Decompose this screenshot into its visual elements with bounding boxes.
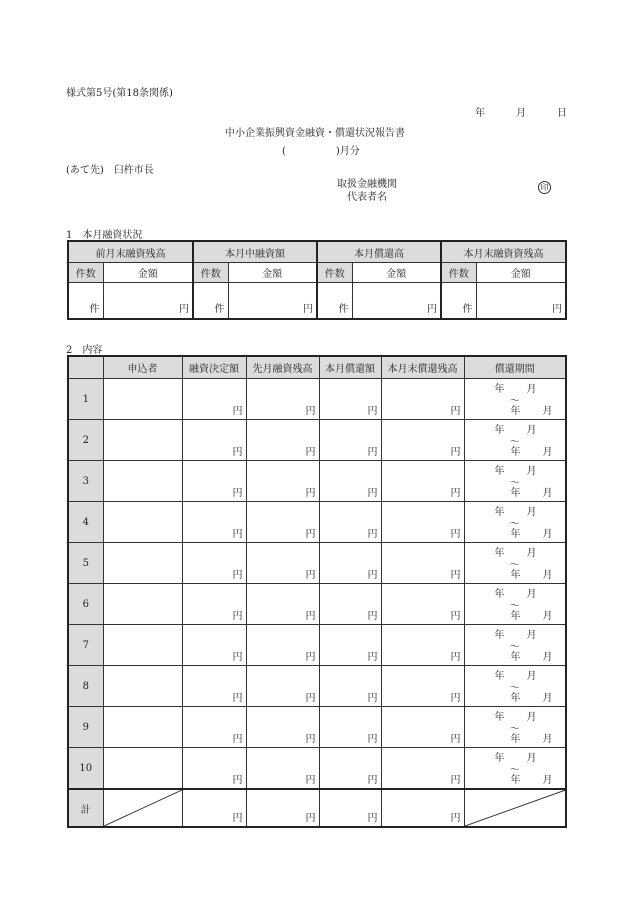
- yen-cell[interactable]: 円: [246, 707, 319, 748]
- yen-cell[interactable]: 円: [182, 666, 246, 707]
- period-start-year: 年: [494, 712, 505, 723]
- applicant-cell[interactable]: [103, 625, 182, 666]
- total-yen-cell[interactable]: 円: [182, 789, 246, 827]
- yen-cell[interactable]: 円: [246, 420, 319, 461]
- period-end-month: 月: [542, 529, 553, 540]
- report-month: ( )月分: [282, 146, 360, 157]
- amount-header: 金額: [228, 263, 317, 283]
- period-end-month: 月: [542, 611, 553, 622]
- count-header: 件数: [68, 263, 103, 283]
- period-cell[interactable]: [464, 502, 566, 543]
- yen-cell[interactable]: 円: [319, 420, 381, 461]
- table-row: [68, 625, 566, 666]
- applicant-cell[interactable]: [103, 420, 182, 461]
- yen-cell[interactable]: 円: [246, 379, 319, 420]
- amount-cell[interactable]: 円: [228, 283, 317, 320]
- amount-header: 金額: [476, 263, 566, 283]
- yen-cell[interactable]: 円: [381, 666, 464, 707]
- table-row: [68, 461, 566, 502]
- period-tilde: ～: [509, 396, 520, 407]
- yen-cell[interactable]: 円: [381, 707, 464, 748]
- yen-cell[interactable]: 円: [246, 748, 319, 790]
- section1-heading: 1 本月融資状況: [66, 230, 143, 241]
- yen-cell[interactable]: 円: [319, 502, 381, 543]
- row-number: 2: [68, 420, 103, 461]
- table-row: [68, 379, 566, 420]
- period-start-year: 年: [494, 548, 505, 559]
- yen-cell[interactable]: 円: [246, 461, 319, 502]
- table-row: [68, 707, 566, 748]
- yen-cell[interactable]: 円: [381, 502, 464, 543]
- total-period-crossed: [464, 789, 566, 827]
- yen-cell[interactable]: 円: [381, 543, 464, 584]
- group-header: 前月末融資残高: [68, 241, 193, 263]
- period-tilde: ～: [509, 519, 520, 530]
- period-tilde: ～: [509, 683, 520, 694]
- period-start-year: 年: [494, 630, 505, 641]
- period-tilde: ～: [509, 765, 520, 776]
- period-start-year: 年: [494, 589, 505, 600]
- row-number: 9: [68, 707, 103, 748]
- period-end-year: 年: [510, 570, 521, 581]
- period-tilde: ～: [509, 642, 520, 653]
- yen-cell[interactable]: 円: [319, 625, 381, 666]
- table-row: [68, 420, 566, 461]
- seal-mark: 印: [538, 181, 551, 194]
- total-yen-cell[interactable]: 円: [381, 789, 464, 827]
- amount-cell[interactable]: 円: [352, 283, 441, 320]
- period-start-year: 年: [494, 384, 505, 395]
- applicant-cell[interactable]: [103, 461, 182, 502]
- yen-cell[interactable]: 円: [381, 584, 464, 625]
- period-end-month: 月: [542, 447, 553, 458]
- period-cell[interactable]: [464, 707, 566, 748]
- period-end-year: 年: [510, 529, 521, 540]
- period-start-month: 月: [526, 548, 537, 559]
- date-month-label: 月: [516, 108, 526, 119]
- period-end-year: 年: [510, 775, 521, 786]
- period-end-month: 月: [542, 693, 553, 704]
- period-start-year: 年: [494, 671, 505, 682]
- period-end-month: 月: [542, 734, 553, 745]
- yen-cell[interactable]: 円: [246, 543, 319, 584]
- loan-detail-table: [67, 355, 567, 828]
- period-end-year: 年: [510, 611, 521, 622]
- applicant-cell[interactable]: [103, 543, 182, 584]
- yen-cell[interactable]: 円: [182, 584, 246, 625]
- date-year-label: 年: [475, 108, 485, 119]
- yen-cell[interactable]: 円: [182, 543, 246, 584]
- period-end-year: 年: [510, 652, 521, 663]
- yen-cell[interactable]: 円: [182, 420, 246, 461]
- document-title: 中小企業振興資金融資・償還状況報告書: [225, 128, 405, 139]
- period-start-month: 月: [526, 425, 537, 436]
- count-cell[interactable]: 件: [441, 283, 476, 320]
- total-row: [68, 789, 566, 827]
- group-header: 本月中融資額: [193, 241, 317, 263]
- count-header: 件数: [317, 263, 352, 283]
- count-header: 件数: [441, 263, 476, 283]
- institution-label: 取扱金融機関: [337, 179, 397, 190]
- period-start-year: 年: [494, 753, 505, 764]
- table-row: [68, 502, 566, 543]
- column-header-end-balance: 本月末償還残高: [381, 356, 464, 379]
- period-end-month: 月: [542, 488, 553, 499]
- addressee: (あて先) 臼杵市長: [66, 165, 154, 176]
- yen-cell[interactable]: 円: [381, 748, 464, 790]
- period-start-year: 年: [494, 507, 505, 518]
- period-end-month: 月: [542, 570, 553, 581]
- yen-cell[interactable]: 円: [246, 625, 319, 666]
- period-end-year: 年: [510, 406, 521, 417]
- period-tilde: ～: [509, 437, 520, 448]
- total-yen-cell[interactable]: 円: [246, 789, 319, 827]
- period-cell[interactable]: [464, 584, 566, 625]
- period-start-year: 年: [494, 466, 505, 477]
- date-line: [475, 104, 567, 119]
- section2-heading: 2 内容: [66, 345, 103, 356]
- yen-cell[interactable]: 円: [246, 502, 319, 543]
- amount-header: 金額: [352, 263, 441, 283]
- yen-cell[interactable]: 円: [319, 666, 381, 707]
- count-cell[interactable]: 件: [68, 283, 103, 320]
- row-number: 7: [68, 625, 103, 666]
- row-number: 3: [68, 461, 103, 502]
- period-tilde: ～: [509, 724, 520, 735]
- period-end-year: 年: [510, 447, 521, 458]
- count-header: 件数: [193, 263, 228, 283]
- period-start-month: 月: [526, 712, 537, 723]
- period-tilde: ～: [509, 601, 520, 612]
- applicant-cell[interactable]: [103, 584, 182, 625]
- form-number: 様式第5号(第18条関係): [66, 88, 173, 99]
- yen-cell[interactable]: 円: [381, 461, 464, 502]
- period-start-month: 月: [526, 589, 537, 600]
- applicant-cell[interactable]: [103, 707, 182, 748]
- table-row: [68, 666, 566, 707]
- period-cell[interactable]: [464, 461, 566, 502]
- period-start-month: 月: [526, 753, 537, 764]
- period-end-year: 年: [510, 734, 521, 745]
- period-cell[interactable]: [464, 420, 566, 461]
- yen-cell[interactable]: 円: [182, 502, 246, 543]
- yen-cell[interactable]: 円: [182, 379, 246, 420]
- period-start-year: 年: [494, 425, 505, 436]
- yen-cell[interactable]: 円: [246, 666, 319, 707]
- period-end-month: 月: [542, 775, 553, 786]
- date-day-label: 日: [557, 108, 567, 119]
- period-cell[interactable]: [464, 543, 566, 584]
- total-yen-cell[interactable]: 円: [319, 789, 381, 827]
- yen-cell[interactable]: 円: [319, 461, 381, 502]
- period-start-month: 月: [526, 507, 537, 518]
- yen-cell[interactable]: 円: [319, 748, 381, 790]
- total-applicant-crossed: [103, 789, 182, 827]
- total-label: 計: [68, 789, 103, 827]
- row-number: 10: [68, 748, 103, 790]
- group-header: 本月償還高: [317, 241, 441, 263]
- yen-cell[interactable]: 円: [381, 379, 464, 420]
- monthly-loan-status-table: [67, 240, 567, 320]
- row-number: 4: [68, 502, 103, 543]
- table-row: [68, 748, 566, 790]
- period-end-year: 年: [510, 693, 521, 704]
- applicant-cell[interactable]: [103, 502, 182, 543]
- amount-cell[interactable]: 円: [103, 283, 193, 320]
- yen-cell[interactable]: 円: [381, 625, 464, 666]
- institution-block: [337, 178, 397, 204]
- column-header-prev-balance: 先月融資残高: [246, 356, 319, 379]
- yen-cell[interactable]: 円: [182, 707, 246, 748]
- period-cell[interactable]: [464, 625, 566, 666]
- period-tilde: ～: [509, 560, 520, 571]
- yen-cell[interactable]: 円: [381, 420, 464, 461]
- yen-cell[interactable]: 円: [319, 707, 381, 748]
- group-header: 本月末融資資残高: [441, 241, 566, 263]
- row-number: 8: [68, 666, 103, 707]
- number-header: [68, 356, 103, 379]
- yen-cell[interactable]: 円: [319, 379, 381, 420]
- period-end-month: 月: [542, 406, 553, 417]
- count-cell[interactable]: 件: [193, 283, 228, 320]
- count-cell[interactable]: 件: [317, 283, 352, 320]
- column-header-approved-amount: 融資決定額: [182, 356, 246, 379]
- yen-cell[interactable]: 円: [182, 461, 246, 502]
- column-header-repayment: 本月償還額: [319, 356, 381, 379]
- row-number: 6: [68, 584, 103, 625]
- representative-label: 代表者名: [347, 192, 387, 203]
- row-number: 1: [68, 379, 103, 420]
- period-cell[interactable]: [464, 666, 566, 707]
- applicant-cell[interactable]: [103, 379, 182, 420]
- yen-cell[interactable]: 円: [182, 748, 246, 790]
- period-end-month: 月: [542, 652, 553, 663]
- period-end-year: 年: [510, 488, 521, 499]
- amount-header: 金額: [103, 263, 193, 283]
- period-start-month: 月: [526, 466, 537, 477]
- period-start-month: 月: [526, 630, 537, 641]
- table-row: [68, 543, 566, 584]
- row-number: 5: [68, 543, 103, 584]
- period-start-month: 月: [526, 671, 537, 682]
- period-cell[interactable]: [464, 748, 566, 790]
- period-tilde: ～: [509, 478, 520, 489]
- applicant-cell[interactable]: [103, 666, 182, 707]
- yen-cell[interactable]: 円: [246, 584, 319, 625]
- column-header-period: 償還期間: [464, 356, 566, 379]
- period-start-month: 月: [526, 384, 537, 395]
- applicant-cell[interactable]: [103, 748, 182, 790]
- yen-cell[interactable]: 円: [319, 584, 381, 625]
- amount-cell[interactable]: 円: [476, 283, 566, 320]
- yen-cell[interactable]: 円: [182, 625, 246, 666]
- table-row: [68, 584, 566, 625]
- column-header-applicant: 申込者: [103, 356, 182, 379]
- yen-cell[interactable]: 円: [319, 543, 381, 584]
- period-cell[interactable]: [464, 379, 566, 420]
